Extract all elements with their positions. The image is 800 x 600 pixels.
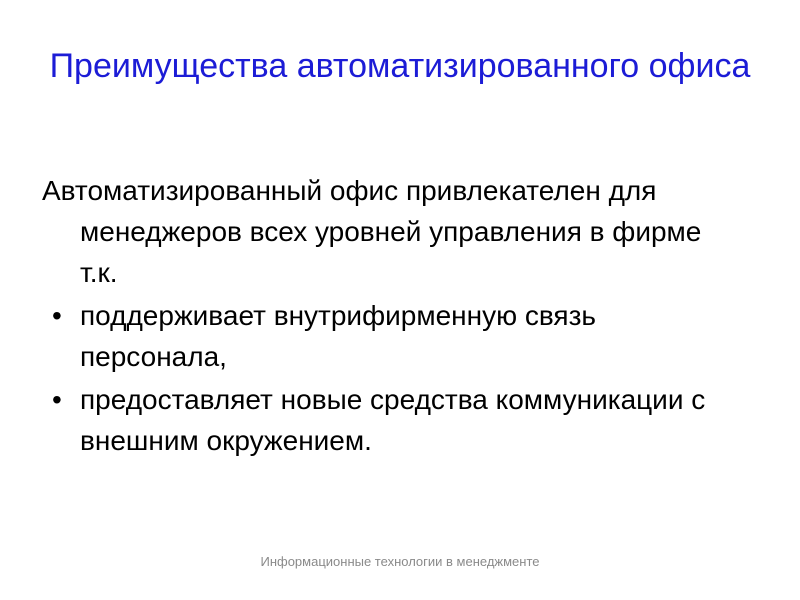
bullet-marker: • [52,300,62,331]
bullet-list [42,295,742,461]
slide-footer: Информационные технологии в менеджменте [260,554,540,569]
bullet-marker: • [52,384,62,415]
slide-body [42,170,742,463]
bullet-text: поддерживает внутрифирменную связь персонала, [80,300,596,372]
bullet-text: предоставляет новые средства коммуникации с внешним окружением. [80,384,706,456]
bullet-item [42,379,742,461]
slide-title: Преимущества автоматизированного офиса [49,47,751,85]
intro-paragraph: Автоматизированный офис привлекателен для менеджеров всех уровней управления в фирме т.к. [42,175,702,288]
bullet-item [42,295,742,377]
